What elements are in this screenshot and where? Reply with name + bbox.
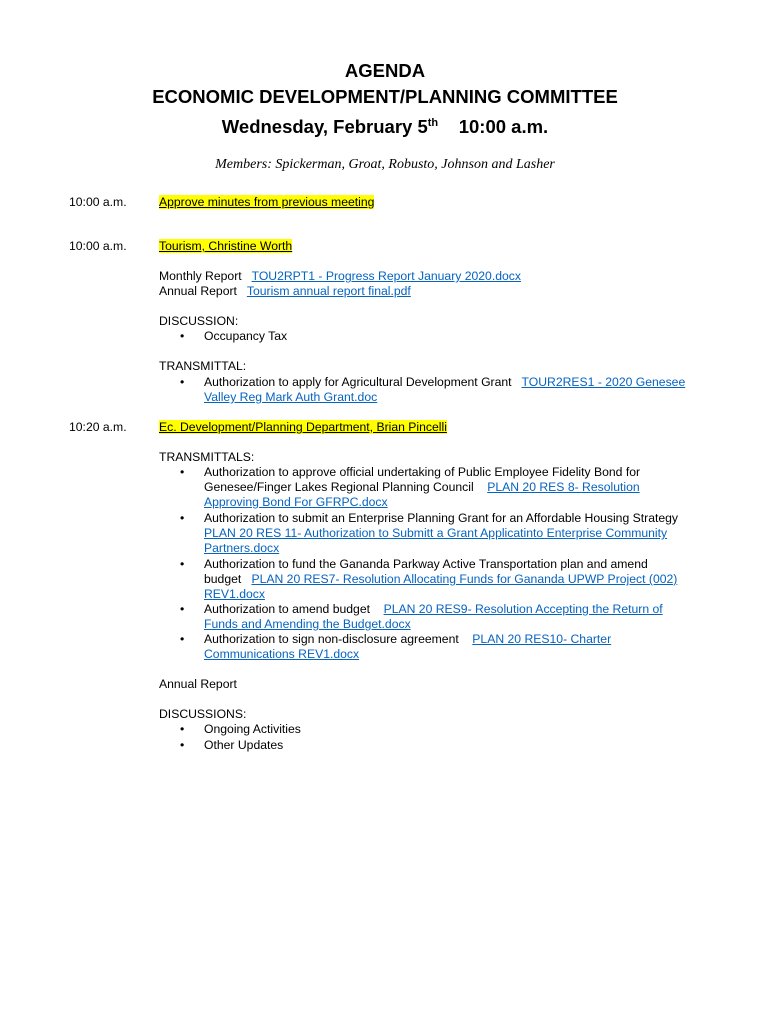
discussion-item-1: Ongoing Activities xyxy=(204,722,301,736)
monthly-report-label: Monthly Report xyxy=(159,269,242,283)
t5-line1 xyxy=(204,632,611,647)
item3-time: 10:20 a.m. xyxy=(69,420,127,434)
bullet-icon: • xyxy=(180,557,185,571)
item2-title xyxy=(159,239,292,254)
t3-link[interactable]: PLAN 20 RES7- Resolution Allocating Funds for Gananda UPWP Project (002) xyxy=(251,572,678,586)
item1-title xyxy=(159,195,374,210)
annual-report-row xyxy=(159,284,411,299)
meeting-datetime xyxy=(0,110,770,140)
meeting-time: 10:00 a.m. xyxy=(458,116,549,138)
annual-report-link[interactable]: Tourism annual report final.pdf xyxy=(246,284,411,298)
item2-time: 10:00 a.m. xyxy=(69,239,127,253)
transmittal-text: Authorization to apply for Agricultural Development Grant xyxy=(204,375,512,389)
transmittal-label: TRANSMITTAL: xyxy=(159,359,247,373)
t4-link-2[interactable]: Funds and Amending the Budget.docx xyxy=(204,617,411,631)
t4-link[interactable]: PLAN 20 RES9- Resolution Accepting the Return of xyxy=(383,602,663,616)
item1-title-text: Approve minutes from previous meeting xyxy=(159,195,375,209)
t1-link-2[interactable]: Approving Bond For GFRPC.docx xyxy=(204,495,388,509)
t1-line1: Authorization to approve official undertaking of Public Employee Fidelity Bond for xyxy=(204,465,641,479)
t2-line1: Authorization to submit an Enterprise Planning Grant for an Affordable Housing Strategy xyxy=(204,511,679,525)
meeting-date: Wednesday, February 5 xyxy=(221,116,428,138)
discussion-label: DISCUSSION: xyxy=(159,314,239,328)
item2-title-text: Tourism, Christine Worth xyxy=(159,239,293,253)
t5-link-2[interactable]: Communications REV1.docx xyxy=(204,647,360,661)
t1-text: Genesee/Finger Lakes Regional Planning Council xyxy=(204,480,474,494)
t3-text: budget xyxy=(204,572,242,586)
t4-text: Authorization to amend budget xyxy=(204,602,371,616)
date-suffix: th xyxy=(427,117,439,129)
t2-link-2[interactable]: Partners.docx xyxy=(204,541,280,555)
agenda-title: AGENDA xyxy=(344,60,426,81)
committee-title: ECONOMIC DEVELOPMENT/PLANNING COMMITTEE xyxy=(152,86,618,107)
annual-report-label: Annual Report xyxy=(159,284,237,298)
t3-line2 xyxy=(204,572,677,587)
t4-link-cont xyxy=(204,617,411,632)
transmittal-link[interactable]: TOUR2RES1 - 2020 Genesee xyxy=(521,375,686,389)
t5-text: Authorization to sign non-disclosure agreement xyxy=(204,632,459,646)
t1-link[interactable]: PLAN 20 RES 8- Resolution xyxy=(487,480,640,494)
t2-link-cont xyxy=(204,541,279,556)
bullet-icon: • xyxy=(180,329,185,343)
t1-line2 xyxy=(204,480,640,495)
t2-link-row xyxy=(204,526,667,541)
bullet-icon: • xyxy=(180,632,185,646)
t2-link[interactable]: PLAN 20 RES 11- Authorization to Submitt a Grant Applicatinto Enterprise Community xyxy=(204,526,668,540)
t3-link-2[interactable]: REV1.docx xyxy=(204,587,265,601)
item1-time: 10:00 a.m. xyxy=(69,195,127,209)
discussion-item-2: Other Updates xyxy=(204,738,284,752)
t5-link-cont xyxy=(204,647,359,662)
t1-link-cont xyxy=(204,495,388,510)
transmittal-link-2[interactable]: Valley Reg Mark Auth Grant.doc xyxy=(204,390,378,404)
annual-report-item: Annual Report xyxy=(159,677,237,691)
item3-title-text: Ec. Development/Planning Department, Brian Pincelli xyxy=(159,420,447,434)
t3-line1: Authorization to fund the Gananda Parkway Active Transportation plan and amend xyxy=(204,557,648,571)
bullet-icon: • xyxy=(180,511,185,525)
members-line: Members: Spickerman, Groat, Robusto, Johnson and Lasher xyxy=(215,157,555,172)
item3-title xyxy=(159,420,447,435)
t4-line1 xyxy=(204,602,663,617)
bullet-icon: • xyxy=(180,722,185,736)
monthly-report-link[interactable]: TOU2RPT1 - Progress Report January 2020.docx xyxy=(251,269,521,283)
t5-link[interactable]: PLAN 20 RES10- Charter xyxy=(472,632,612,646)
bullet-icon: • xyxy=(180,465,185,479)
bullet-icon: • xyxy=(180,375,185,389)
transmittal-item xyxy=(204,375,685,390)
bullet-icon: • xyxy=(180,738,185,752)
t3-link-cont xyxy=(204,587,265,602)
agenda-header xyxy=(0,58,770,140)
bullet-icon: • xyxy=(180,602,185,616)
discussions-label: DISCUSSIONS: xyxy=(159,707,247,721)
transmittals-label: TRANSMITTALS: xyxy=(159,450,255,464)
monthly-report-row xyxy=(159,269,521,284)
discussion-item: Occupancy Tax xyxy=(204,329,288,343)
transmittal-link-cont xyxy=(204,390,377,405)
